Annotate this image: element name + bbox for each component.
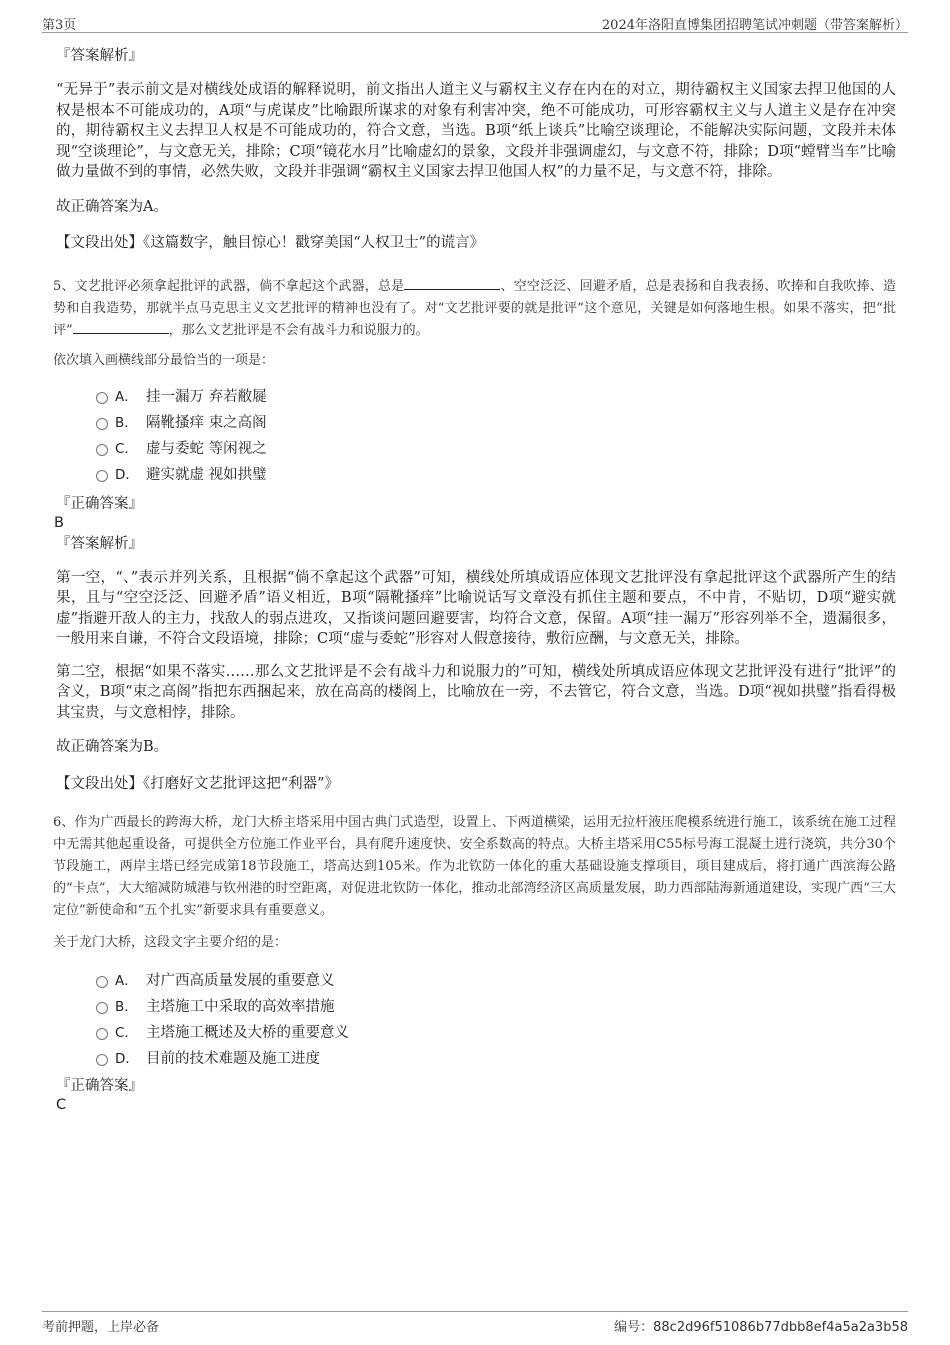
analysis-text: “无异于”表示前文是对横线处成语的解释说明，前文指出人道主义与霸权主义存在内在的对立，期待霸权主义国家去捍卫他国的人权是根本不可能成功的，A项“与虎谋皮”比喻跟所谋求的对象有利害冲突，绝不可能成功，可形容霸权主义与人道主义是存在冲突的，期待霸权主义去捍卫人权是不可能成功的，符合文意，当选。B项“纸上谈兵”比喻空谈理论，不能解决实际问题，文段并未体现“空谈理论”，与文意无关，排除；C项“镜花水月”比喻虚幻的景象，文段并非强调虚幻，与文意不符，排除；D项“螳臂当车”比喻做力量做不到的事情，必然失败，文段并非强调“霸权主义国家去捍卫他国人权”的力量不足，与文意不符，排除。 <box>56 82 896 180</box>
option-d[interactable]: D． 目前的技术难题及施工进度 <box>96 1046 896 1072</box>
radio-icon[interactable] <box>96 976 108 988</box>
page-footer <box>42 1311 908 1334</box>
option-c[interactable]: C． 主塔施工概述及大桥的重要意义 <box>96 1020 896 1046</box>
radio-icon[interactable] <box>96 1028 108 1040</box>
page-header <box>42 12 908 33</box>
radio-icon[interactable] <box>96 418 108 430</box>
question-prompt: 关于龙门大桥，这段文字主要介绍的是： <box>53 935 288 950</box>
answer-blank <box>404 277 500 290</box>
page-number: 第3页 <box>42 18 77 33</box>
analysis-label: 『答案解析』 <box>56 535 143 552</box>
question-stem: 5、文艺批评必须拿起批评的武器，倘不拿起这个武器，总是 、空空泛泛、回避矛盾，总是表扬和自我表扬、吹捧和自我吹捧、造势和自我造势，那就半点马克思主义文艺批评的精神也没有了。对“文艺批评要的就是批评”这个意见，关键是如何落地生根。如果不落实，把“批评” ，那么文艺批评是不会有战斗力和说服力的。 <box>53 278 896 338</box>
answer-blank <box>73 321 169 334</box>
option-a[interactable]: A． 挂一漏万 弃若敝屣 <box>96 384 896 410</box>
analysis-text: 第一空，“、”表示并列关系，且根据“倘不拿起这个武器”可知，横线处所填成语应体现文艺批评没有拿起批评这个武器所产生的结果，且与“空空泛泛、回避矛盾”语义相近，B项“隔靴搔痒”比喻说话写文章没有抓住主题和要点，不中肯，不贴切，D项“避实就虚”指避开敌人的主力，找敌人的弱点进攻，又指谈问题回避要害，均符合文意，保留。A项“挂一漏万”形容列举不全，遗漏很多，一般用来自谦，不符合文段语境，排除；C项“虚与委蛇”形容对人假意接待，敷衍应酬，与文意无关，排除。 <box>56 569 896 647</box>
radio-icon[interactable] <box>96 1054 108 1066</box>
analysis-conclusion: 故正确答案为A。 <box>56 198 168 215</box>
analysis-label: 『答案解析』 <box>56 48 143 64</box>
correct-answer: B <box>54 514 64 531</box>
passage-source: 【文段出处】《这篇数字，触目惊心！戳穿美国“人权卫士”的谎言》 <box>56 235 485 251</box>
correct-answer-label: 『正确答案』 <box>56 1078 143 1094</box>
radio-icon[interactable] <box>96 1002 108 1014</box>
footer-slogan: 考前押题，上岸必备 <box>42 1320 160 1335</box>
correct-answer-label: 『正确答案』 <box>56 495 143 512</box>
document-title: 2024年洛阳直博集团招聘笔试冲刺题（带答案解析） <box>601 18 908 33</box>
option-d[interactable]: D． 避实就虚 视如拱璧 <box>96 462 896 488</box>
passage-source: 【文段出处】《打磨好文艺批评这把“利器”》 <box>56 775 340 792</box>
radio-icon[interactable] <box>96 470 108 482</box>
option-list <box>56 968 896 1072</box>
radio-icon[interactable] <box>96 392 108 404</box>
option-list <box>56 384 896 488</box>
question-stem: 6、作为广西最长的跨海大桥，龙门大桥主塔采用中国古典门式造型，设置上、下两道横梁，运用无拉杆液压爬模系统进行施工，该系统在施工过程中无需其他起重设备，可提供全方位施工作业平台，具有爬升速度快、安全系数高的特点。大桥主塔采用C55标号海工混凝土进行浇筑，共分30个节段施工，两岸主塔已经完成第18节段施工，塔高达到105米。作为北钦防一体化的重大基础设施支撑项目，项目建成后，将打通广西滨海公路的“卡点”，大大缩减防城港与钦州港的时空距离，对促进北钦防一体化，推动北部湾经济区高质量发展，助力西部陆海新通道建设，实现广西“三大定位”新使命和“五个扎实”新要求具有重要意义。 <box>53 815 896 918</box>
option-b[interactable]: B． 隔靴搔痒 束之高阁 <box>96 410 896 436</box>
document-code: 编号：88c2d96f51086b77dbb8ef4a5a2a3b58 <box>614 1320 908 1335</box>
correct-answer: C <box>56 1097 67 1113</box>
page-content <box>53 44 896 1114</box>
option-c[interactable]: C． 虚与委蛇 等闲视之 <box>96 436 896 462</box>
analysis-text: 第二空，根据“如果不落实……那么文艺批评是不会有战斗力和说服力的”可知，横线处所填成语应体现文艺批评没有进行“批评”的含义，B项“束之高阁”指把东西捆起来，放在高高的楼阁上，比喻放在一旁，不去管它，符合文意，当选。D项“视如拱璧”指看得极其宝贵，与文意相悖，排除。 <box>56 663 896 721</box>
radio-icon[interactable] <box>96 444 108 456</box>
option-a[interactable]: A． 对广西高质量发展的重要意义 <box>96 968 896 994</box>
analysis-conclusion: 故正确答案为B。 <box>56 739 169 755</box>
question-prompt: 依次填入画横线部分最恰当的一项是： <box>53 352 275 368</box>
option-b[interactable]: B． 主塔施工中采取的高效率措施 <box>96 994 896 1020</box>
